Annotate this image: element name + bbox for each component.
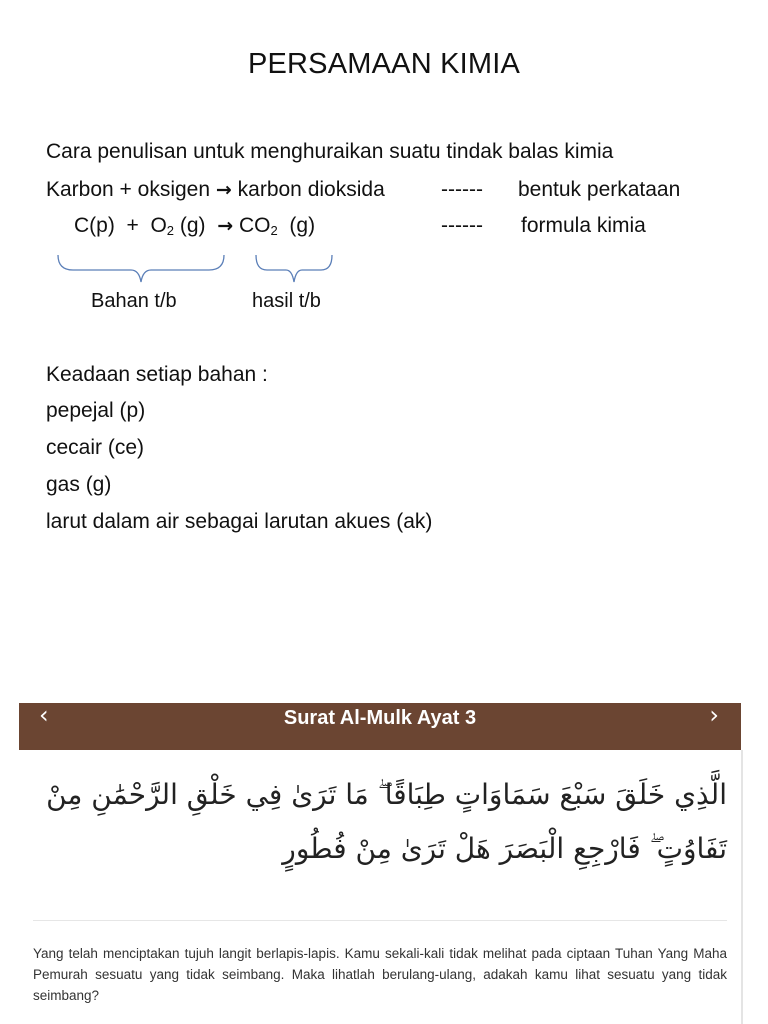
formula-dashes: ------ <box>441 214 483 237</box>
surah-header <box>19 703 741 750</box>
divider <box>33 920 727 921</box>
state-item: larut dalam air sebagai larutan akues (ak) <box>46 510 433 533</box>
co2-state: (g) <box>289 214 316 237</box>
oxygen-symbol: O <box>150 214 167 237</box>
arrow-icon: → <box>215 179 232 201</box>
co2-subscript: 2 <box>270 223 278 238</box>
next-arrow-icon[interactable]: › <box>709 701 719 729</box>
states-heading: Keadaan setiap bahan : <box>46 363 268 386</box>
oxygen-subscript: 2 <box>166 223 175 238</box>
products-brace <box>253 252 335 286</box>
products-label: hasil t/b <box>252 290 321 312</box>
co2-symbol: CO <box>238 214 271 237</box>
word-equation <box>46 178 385 202</box>
formula-plus: + <box>126 214 139 237</box>
state-item: cecair (ce) <box>46 436 145 459</box>
surah-content <box>19 750 743 1024</box>
previous-arrow-icon[interactable]: ‹ <box>39 701 49 729</box>
word-dashes: ------ <box>441 178 483 201</box>
verse-translation: Yang telah menciptakan tujuh langit berlapis-lapis. Kamu sekali-kali tidak melihat pada ciptaan Tuhan Yang Maha Pemurah sesuatu yang tidak seimbang. Maka lihatlah berulang-ulang, adakah kamu lihat sesuatu yang tidak seimbang? <box>33 946 727 1003</box>
state-item: gas (g) <box>46 473 112 496</box>
page-title: PERSAMAAN KIMIA <box>247 48 521 80</box>
formula-product <box>239 214 315 237</box>
word-products: karbon dioksida <box>237 178 385 201</box>
reactants-brace <box>55 252 227 286</box>
surah-title: Surat Al-Mulk Ayat 3 <box>283 707 477 729</box>
reactants-label: Bahan t/b <box>91 290 177 312</box>
intro-text: Cara penulisan untuk menghuraikan suatu tindak balas kimia <box>46 140 614 163</box>
word-equation-label: bentuk perkataan <box>518 178 681 201</box>
formula-term-oxygen <box>150 214 205 237</box>
oxygen-state: (g) <box>179 214 206 237</box>
formula-term-carbon: C(p) <box>74 214 115 237</box>
word-reactants: Karbon + oksigen <box>46 178 211 201</box>
state-item: pepejal (p) <box>46 399 146 422</box>
formula-equation <box>74 214 315 238</box>
arabic-verse: الَّذِي خَلَقَ سَبْعَ سَمَاوَاتٍ طِبَاقًا ۖ مَا تَرَىٰ فِي خَلْقِ الرَّحْمَٰنِ مِنْ تَفَاوُتٍ ۖ فَارْجِعِ الْبَصَرَ هَلْ تَرَىٰ مِنْ فُطُورٍ <box>46 778 727 865</box>
formula-equation-label: formula kimia <box>521 214 646 237</box>
arrow-icon: → <box>217 215 234 237</box>
